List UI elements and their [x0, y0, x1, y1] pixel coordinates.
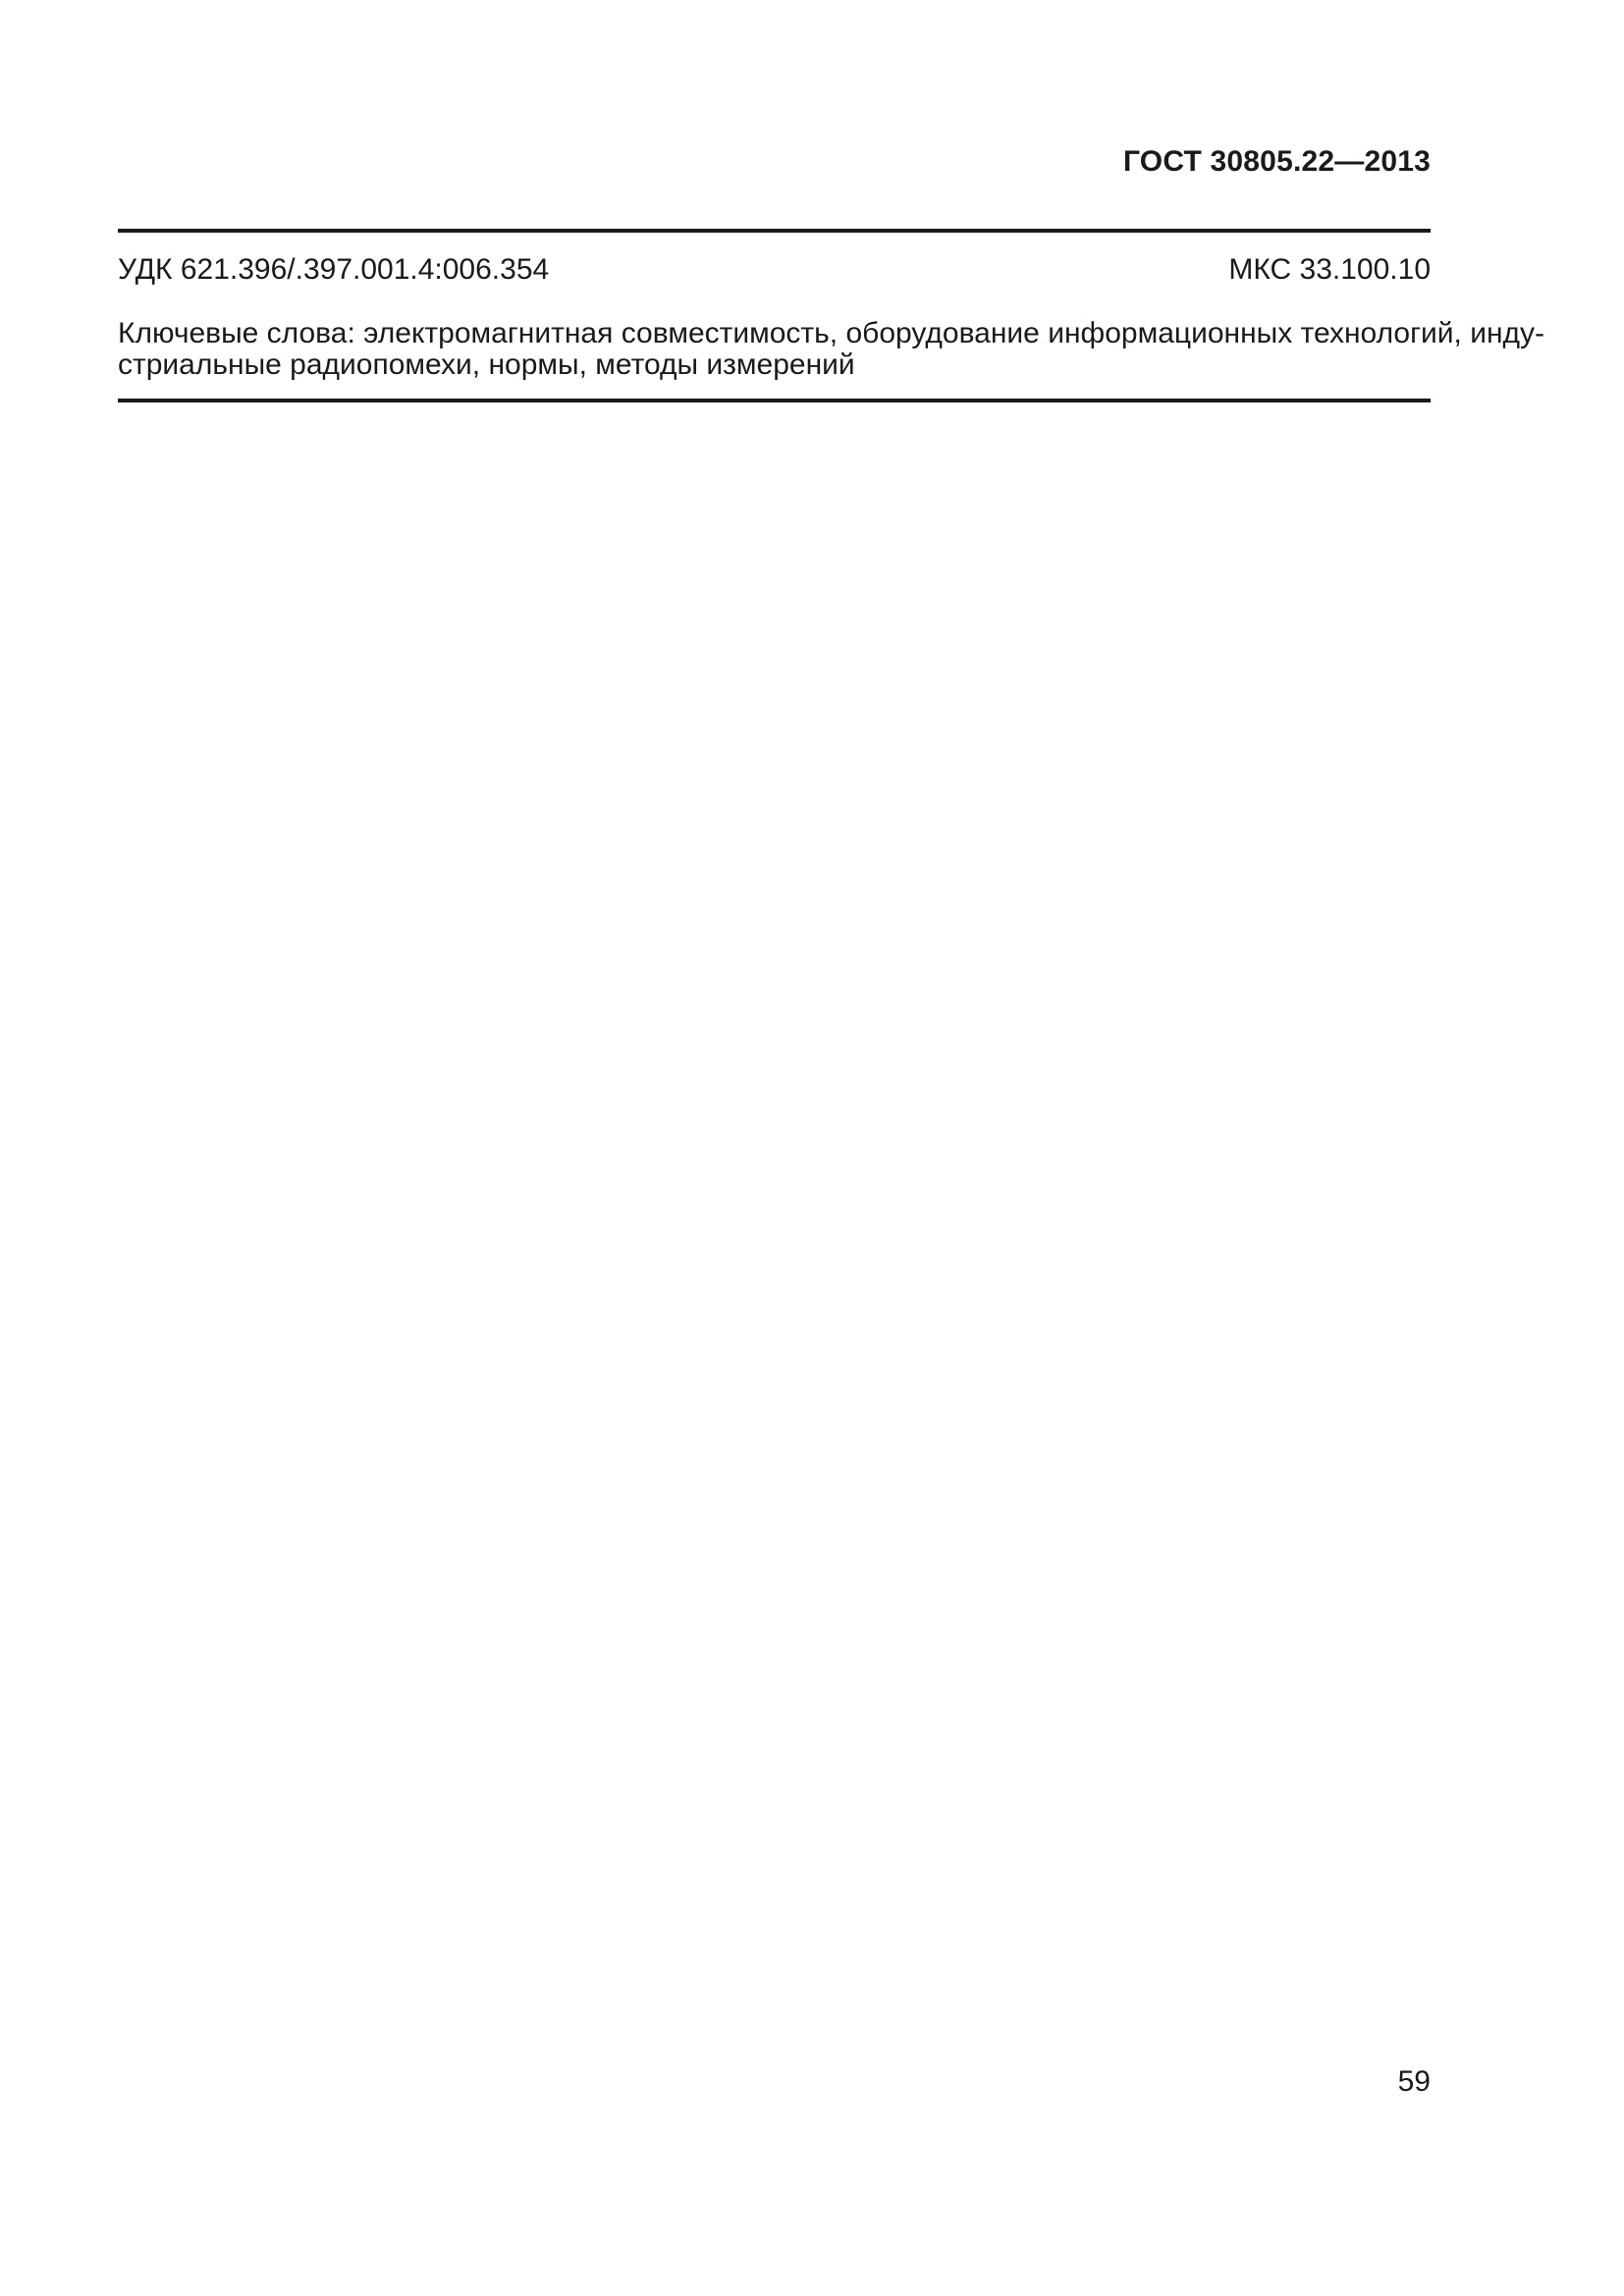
- page-number: 59: [1397, 2065, 1431, 2098]
- mks-code: МКС 33.100.10: [1228, 253, 1431, 286]
- keywords-line-1: Ключевые слова: электромагнитная совместимость, оборудование информационных технологий, инду-: [118, 317, 1545, 349]
- footer-rule: [118, 399, 1431, 402]
- header-rule: [118, 229, 1431, 233]
- gost-standard-number: ГОСТ 30805.22—2013: [1123, 145, 1431, 178]
- keywords-line-2: стриальные радиопомехи, нормы, методы измерений: [118, 348, 855, 381]
- udk-code: УДК 621.396/.397.001.4:006.354: [118, 253, 550, 286]
- classification-codes-row: [118, 255, 1431, 285]
- keywords-paragraph: [118, 317, 1545, 381]
